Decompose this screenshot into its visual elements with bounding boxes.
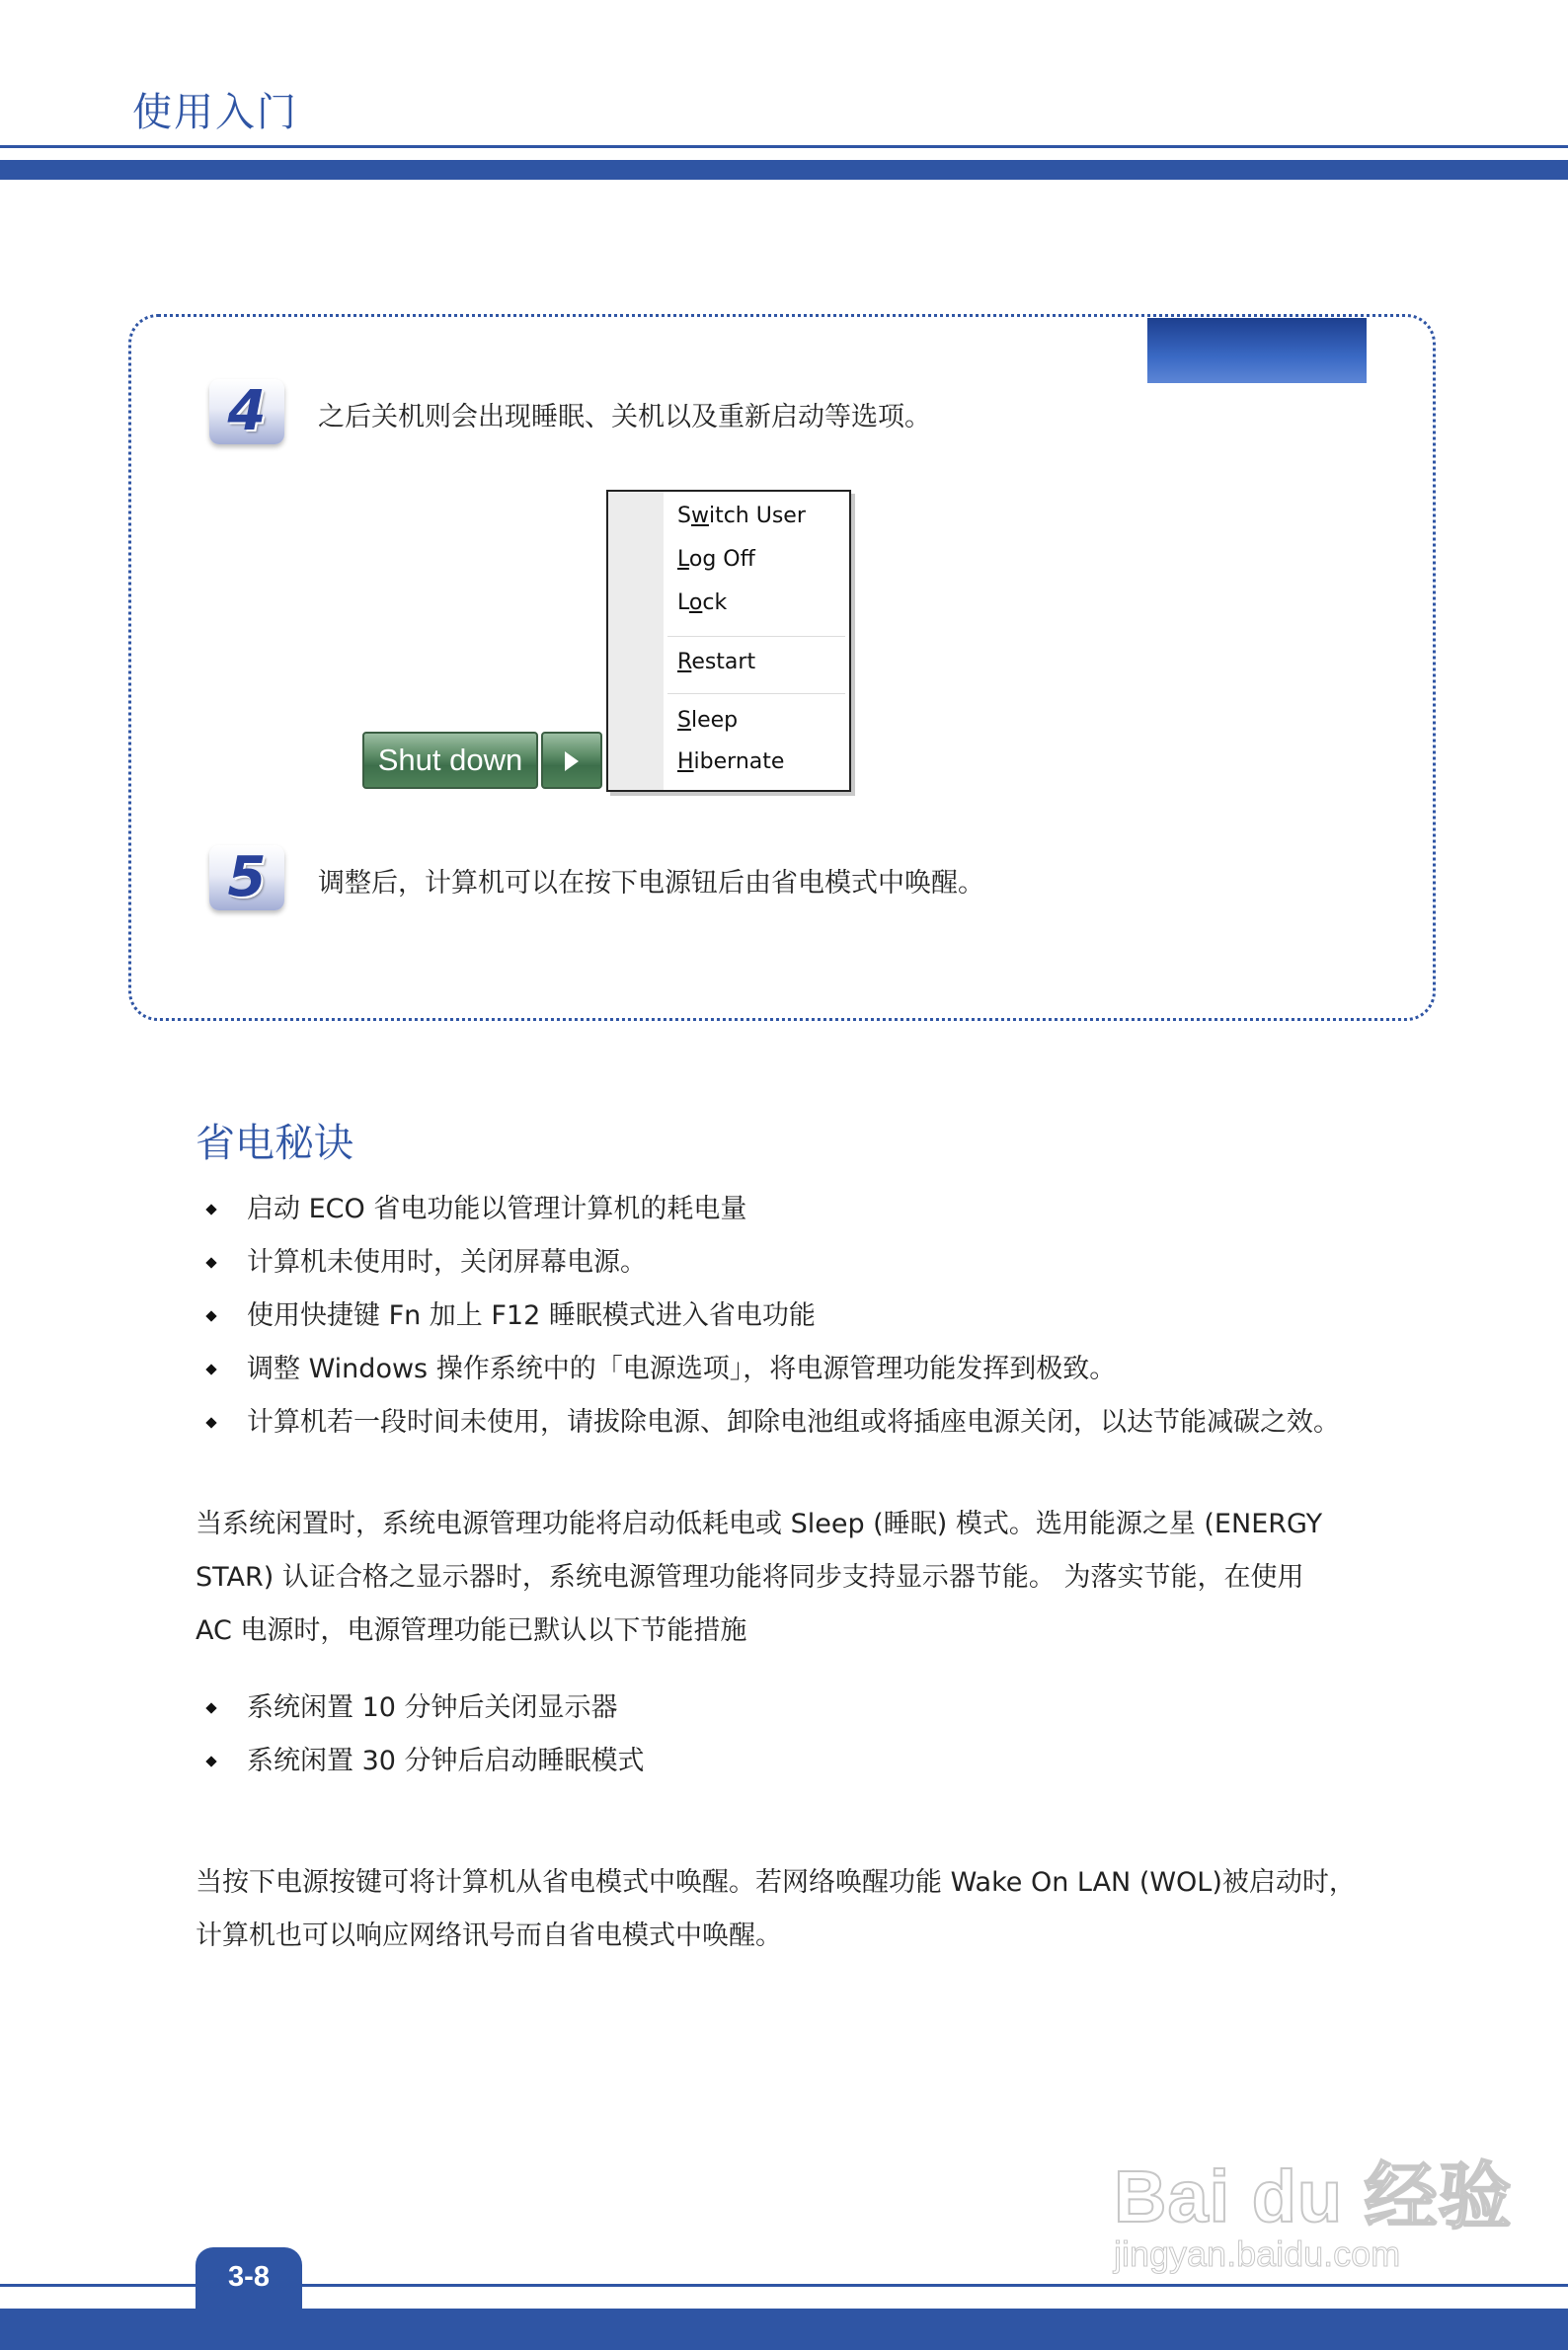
- default-settings-list: [203, 1682, 645, 1788]
- list-item: 计算机未使用时，关闭屏幕电源。: [203, 1236, 1340, 1290]
- step-5-badge: [209, 845, 284, 910]
- wake-paragraph: [196, 1856, 1380, 1963]
- diamond-bullet-icon: [205, 1310, 216, 1321]
- header-rule-thick: [0, 160, 1568, 180]
- tips-list: [203, 1183, 1340, 1449]
- step-5-number: 5: [227, 845, 267, 909]
- paragraph-line: AC 电源时，电源管理功能已默认以下节能措施: [196, 1615, 747, 1646]
- menu-item-log-off[interactable]: Log Off: [677, 547, 755, 572]
- steps-box-tab: [1147, 318, 1367, 383]
- power-management-paragraph: [196, 1498, 1380, 1658]
- page-number: 3-8: [228, 2261, 270, 2293]
- paragraph-line: 计算机也可以响应网络讯号而自省电模式中唤醒。: [196, 1920, 782, 1951]
- paragraph-line: 当系统闲置时，系统电源管理功能将启动低耗电或 Sleep (睡眠) 模式。选用能源之星 (ENERGY: [196, 1509, 1323, 1539]
- step-4-badge: [209, 379, 284, 444]
- menu-separator: [667, 636, 845, 637]
- watermark-url: jingyan.baidu.com: [1114, 2233, 1401, 2274]
- step-5-text: 调整后，计算机可以在按下电源钮后由省电模式中唤醒。: [318, 868, 984, 899]
- list-item: 启动 ECO 省电功能以管理计算机的耗电量: [203, 1183, 1340, 1236]
- menu-item-switch-user[interactable]: Switch User: [677, 504, 806, 528]
- shut-down-options-button[interactable]: [541, 732, 602, 789]
- menu-item-sleep[interactable]: Sleep: [677, 708, 739, 733]
- diamond-bullet-icon: [205, 1364, 216, 1374]
- diamond-bullet-icon: [205, 1204, 216, 1214]
- list-item: 计算机若一段时间未使用，请拔除电源、卸除电池组或将插座电源关闭，以达节能减碳之效。: [203, 1396, 1340, 1449]
- list-item: 调整 Windows 操作系统中的「电源选项」，将电源管理功能发挥到极致。: [203, 1343, 1340, 1396]
- menu-item-hibernate[interactable]: Hibernate: [677, 749, 785, 774]
- menu-item-restart[interactable]: Restart: [677, 650, 756, 674]
- shut-down-button[interactable]: Shut down: [362, 732, 538, 789]
- menu-item-lock[interactable]: Lock: [677, 590, 728, 615]
- tips-heading: 省电秘诀: [196, 1121, 353, 1166]
- list-item: 系统闲置 30 分钟后启动睡眠模式: [203, 1735, 645, 1788]
- shutdown-menu: [606, 490, 851, 792]
- diamond-bullet-icon: [205, 1756, 216, 1766]
- list-item: 使用快捷键 Fn 加上 F12 睡眠模式进入省电功能: [203, 1290, 1340, 1343]
- page-header-title: 使用入门: [132, 90, 298, 135]
- diamond-bullet-icon: [205, 1257, 216, 1268]
- step-4-number: 4: [227, 379, 267, 443]
- watermark-brand: Bai du 经验: [1114, 2155, 1513, 2237]
- paragraph-line: STAR) 认证合格之显示器时，系统电源管理功能将同步支持显示器节能。 为落实节能，在使用: [196, 1562, 1304, 1593]
- diamond-bullet-icon: [205, 1417, 216, 1428]
- list-item: 系统闲置 10 分钟后关闭显示器: [203, 1682, 645, 1735]
- play-arrow-icon: [565, 751, 579, 771]
- header-rule-thin: [0, 145, 1568, 148]
- menu-separator: [667, 693, 845, 694]
- diamond-bullet-icon: [205, 1702, 216, 1713]
- menu-icon-strip: [608, 492, 664, 790]
- step-4-text: 之后关机则会出现睡眠、关机以及重新启动等选项。: [318, 402, 931, 432]
- paragraph-line: 当按下电源按键可将计算机从省电模式中唤醒。若网络唤醒功能 Wake On LAN (WOL)被启动时，: [196, 1867, 1356, 1898]
